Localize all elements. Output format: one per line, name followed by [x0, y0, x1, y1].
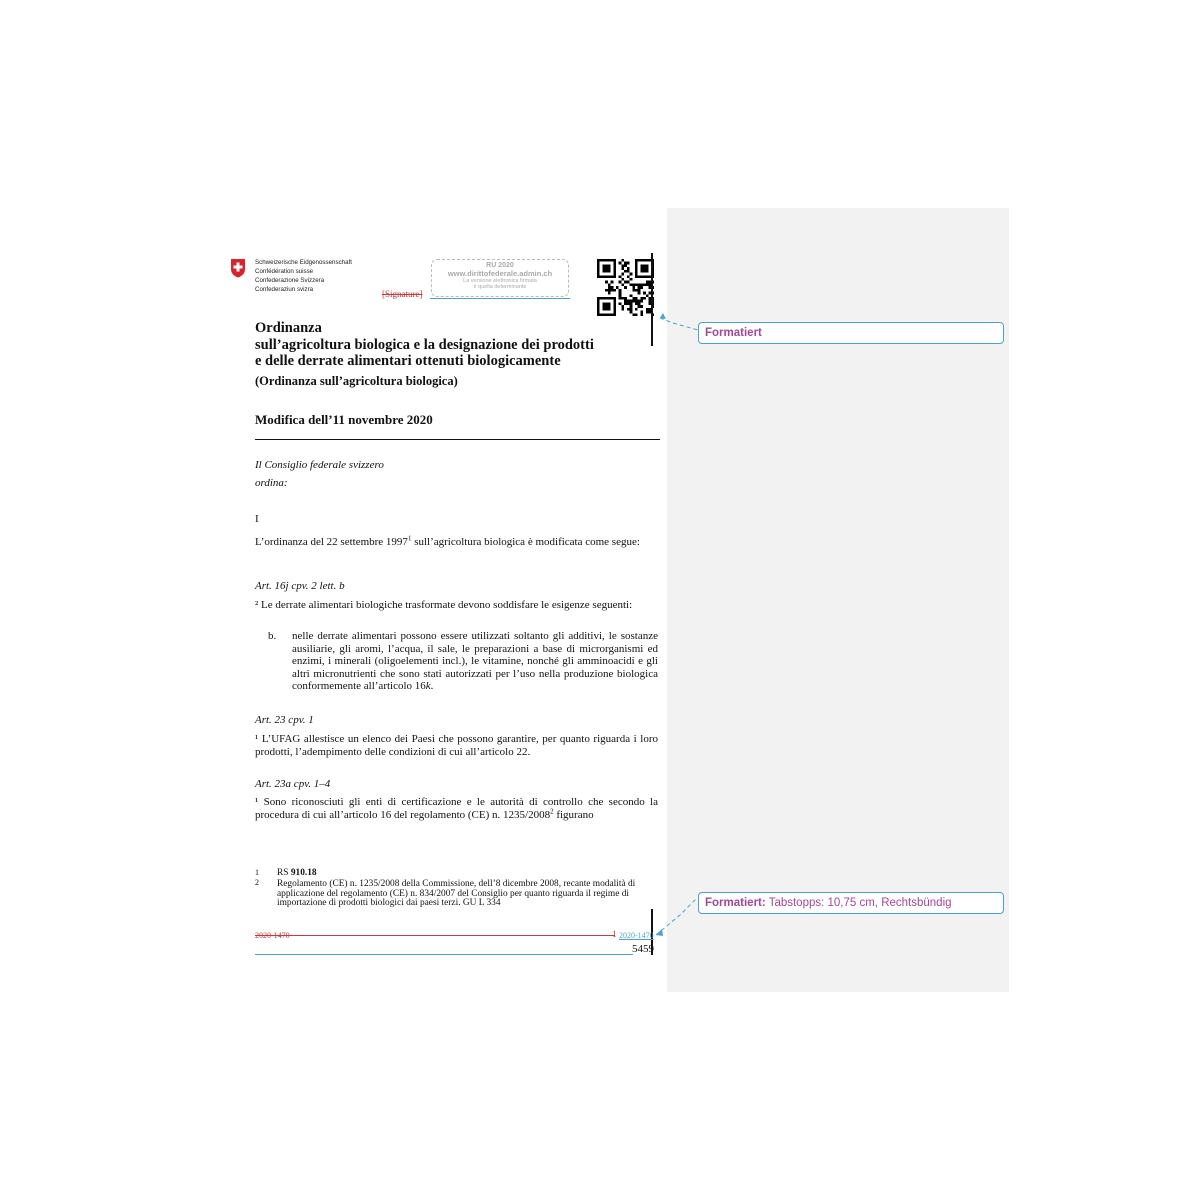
article-23-paragraph: ¹ L’UFAG allestisce un elenco dei Paesi che possono garantire, per quanto riguarda i loro prodotti, l’adempimento delle condizioni di cui all’articolo 22.	[255, 733, 658, 758]
stamp-line-1: RU 2020	[486, 262, 514, 269]
article-23a-text-rest: figurano	[553, 808, 594, 821]
footnote-ref-2[interactable]: 2	[550, 806, 554, 815]
markup-pane	[667, 208, 1009, 992]
federation-name-de: Schweizerische Eidgenossenschaft	[255, 259, 352, 266]
connector-arrow	[660, 313, 666, 319]
inserted-footer-line	[255, 954, 633, 955]
modification-date: Modifica dell’11 novembre 2020	[255, 412, 433, 427]
federation-name-rm: Confederaziun svizra	[255, 286, 314, 293]
footnote-1	[277, 869, 647, 879]
comment-label: Formatiert	[705, 327, 762, 339]
stamp-line-4: è quella determinante	[473, 284, 527, 290]
deleted-footer-id: 2020-1470	[255, 931, 290, 940]
deleted-footer-page: 1	[612, 929, 617, 939]
connector-arrow	[656, 929, 663, 936]
intro-text-rest: sull’agricoltura biologica è modificata come segue:	[411, 536, 640, 548]
list-item-body: nelle derrate alimentari possono essere utilizzati soltanto gli additivi, le sostanze ausiliarie, gli aromi, l’acqua, il sale, le preparazioni a base di microrganismi ed enzimi, i minerali (oligoelementi incl.), le vitamine, nonché gli amminoacidi e gli altri micronutrienti che sono stati autorizzati per l’uso nella produzione biologica conformemente all’articolo 16	[292, 630, 658, 692]
publication-stamp	[431, 259, 569, 297]
issuer: Il Consiglio federale svizzero	[255, 459, 384, 471]
footnote-number-2: 2	[255, 878, 259, 887]
list-item-suffix: k	[425, 680, 431, 692]
footnote-1-number: 910.18	[290, 868, 317, 878]
federation-name-it: Confederazione Svizzera	[255, 277, 325, 284]
article-heading-23: Art. 23 cpv. 1	[255, 714, 314, 726]
inserted-underline	[430, 298, 570, 299]
article-16j-paragraph: ² Le derrate alimentari biologiche trasformate devono soddisfare le esigenze seguenti:	[255, 599, 633, 611]
comment-balloon-formatted[interactable]	[698, 322, 1004, 344]
section-number: I	[255, 513, 259, 525]
title-line-3: e delle derrate alimentari ottenuti biologicamente	[255, 353, 561, 369]
page-number: 5459	[632, 943, 654, 955]
swiss-cross-icon	[230, 258, 246, 278]
deleted-footer-line	[255, 935, 615, 936]
article-heading-23a: Art. 23a cpv. 1–4	[255, 778, 331, 790]
inserted-footer-id: 2020-1470	[619, 931, 654, 940]
title-line-2: sull’agricoltura biologica e la designazione dei prodotti	[255, 337, 594, 353]
comment-label: Formatiert:	[705, 897, 766, 909]
list-marker: b.	[268, 630, 277, 642]
qr-code-icon	[597, 259, 654, 316]
title-line-1: Ordinanza	[255, 320, 322, 336]
article-23a-paragraph	[255, 796, 658, 821]
deleted-signature: [Signature]	[382, 289, 423, 299]
footnote-1-prefix: RS	[277, 868, 291, 878]
footnote-number-1: 1	[255, 868, 259, 877]
article-heading-16j: Art. 16j cpv. 2 lett. b	[255, 580, 345, 592]
short-title: (Ordinanza sull’agricoltura biologica)	[255, 374, 458, 388]
stamp-line-3: La versione elettronica firmata	[463, 278, 537, 284]
federation-name-fr: Confédération suisse	[255, 268, 314, 275]
footnote-ref-1[interactable]: 1	[407, 534, 412, 543]
article-23a-text: ¹ Sono riconosciuti gli enti di certificazione e le autorità di controllo che secondo la procedura di cui all’articolo 16 del regolamento (CE) n. 1235/2008	[255, 796, 658, 821]
comment-balloon-tabstops[interactable]	[698, 892, 1004, 914]
title-rule	[255, 439, 660, 440]
orders: ordina:	[255, 477, 288, 489]
intro-paragraph	[255, 536, 658, 549]
list-item-text: nelle derrate alimentari possono essere utilizzati soltanto gli additivi, le sostanze ausiliarie, gli aromi, l’acqua, il sale, le preparazioni a base di microrganismi ed enzimi, i minerali (oligoelementi incl.), le vitamine, nonché gli amminoacidi e gli altri micronutrienti che sono stati autorizzati per l’uso nella produzione biologica conformemente all’articolo 16k.	[292, 630, 658, 692]
stamp-line-2: www.dirittofederale.admin.ch	[447, 269, 553, 278]
comment-detail: Tabstopps: 10,75 cm, Rechtsbündig	[765, 897, 952, 909]
intro-text: L’ordinanza del 22 settembre 1997	[255, 536, 408, 548]
footnote-2: Regolamento (CE) n. 1235/2008 della Commissione, dell’8 dicembre 2008, recante modalità di applicazione del regolamento (CE) n. 834/2007 del Consiglio per quanto riguarda il regime di importazione di prodotti biologici dai paesi terzi. GU L 334	[277, 879, 636, 908]
change-bar	[651, 253, 653, 346]
